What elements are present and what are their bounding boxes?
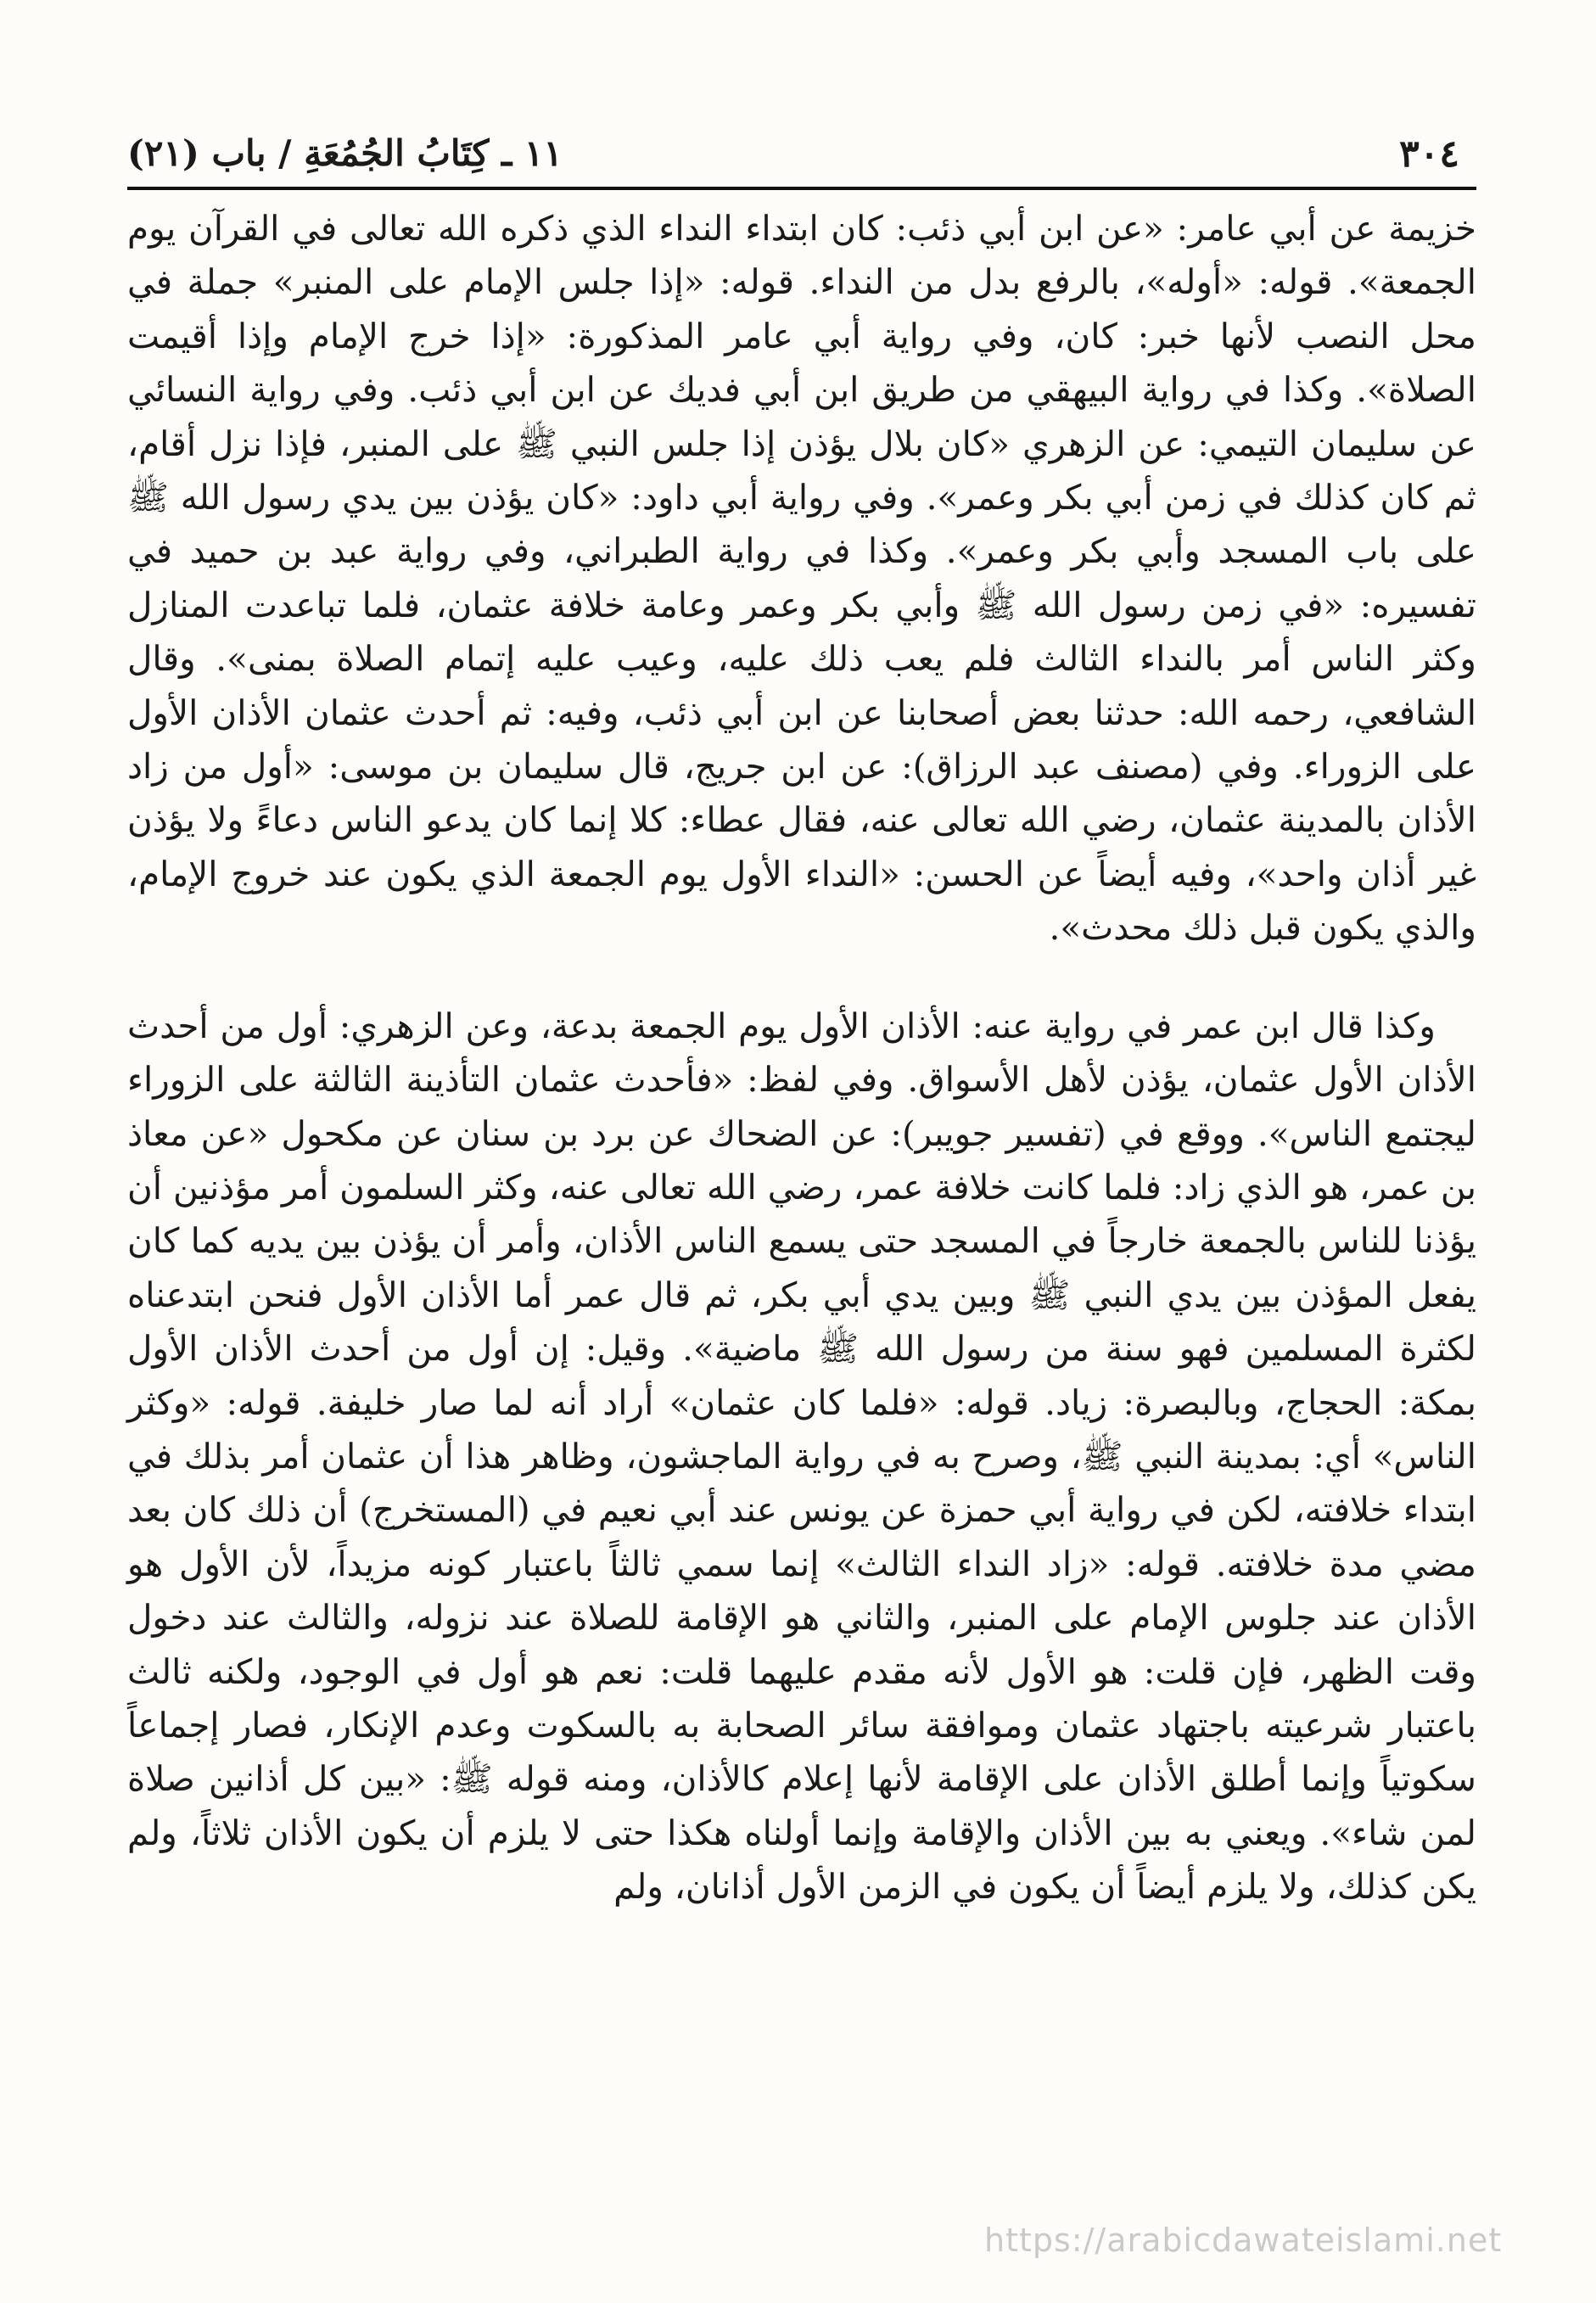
page-header: [127, 127, 1476, 190]
paragraph-2: وكذا قال ابن عمر في رواية عنه: الأذان الأول يوم الجمعة بدعة، وعن الزهري: أول من أحدث الأذان الأول عثمان، يؤذن لأهل الأسواق. وفي لفظ: «فأحدث عثمان التأذينة الثالثة على الزوراء ليجتمع الناس». ووقع في (تفسير جويبر): عن الضحاك عن برد بن سنان عن مكحول «عن معاذ بن عمر، هو الذي زاد: فلما كانت خلافة عمر، رضي الله تعالى عنه، وكثر السلمون أمر مؤذنين أن يؤذنا للناس بالجمعة خارجاً في المسجد حتى يسمع الناس الأذان، وأمر أن يؤذن بين يديه كما كان يفعل المؤذن بين يدي النبي ﷺ وبين يدي أبي بكر، ثم قال عمر أما الأذان الأول فنحن ابتدعناه لكثرة المسلمين فهو سنة من رسول الله ﷺ ماضية». وقيل: إن أول من أحدث الأذان الأول بمكة: الحجاج، وبالبصرة: زياد. قوله: «فلما كان عثمان» أراد أنه لما صار خليفة. قوله: «وكثر الناس» أي: بمدينة النبي ﷺ، وصرح به في رواية الماجشون، وظاهر هذا أن عثمان أمر بذلك في ابتداء خلافته، لكن في رواية أبي حمزة عن يونس عند أبي نعيم في (المستخرج) أن ذلك كان بعد مضي مدة خلافته. قوله: «زاد النداء الثالث» إنما سمي ثالثاً باعتبار كونه مزيداً، لأن الأول هو الأذان عند جلوس الإمام على المنبر، والثاني هو الإقامة للصلاة عند نزوله، والثالث عند دخول وقت الظهر، فإن قلت: هو الأول لأنه مقدم عليهما قلت: نعم هو أول في الوجود، ولكنه ثالث باعتبار شرعيته باجتهاد عثمان وموافقة سائر الصحابة به بالسكوت وعدم الإنكار، فصار إجماعاً سكوتياً وإنما أطلق الأذان على الإقامة لأنها إعلام كالأذان، ومنه قوله ﷺ: «بين كل أذانين صلاة لمن شاء». ويعني به بين الأذان والإقامة وإنما أولناه هكذا حتى لا يلزم أن يكون الأذان ثلاثاً، ولم يكن كذلك، ولا يلزم أيضاً أن يكون في الزمن الأول أذانان، ولم: [127, 1005, 1476, 1908]
page-number: ٣٠٤: [1399, 132, 1459, 176]
chapter-title: ١١ ـ كِتَابُ الجُمُعَةِ / باب (٢١): [127, 132, 563, 174]
watermark-url: https://arabicdawateislami.net: [984, 2222, 1503, 2259]
paragraph-1: خزيمة عن أبي عامر: «عن ابن أبي ذئب: كان ابتداء النداء الذي ذكره الله تعالى في القرآن يوم الجمعة». قوله: «أوله»، بالرفع بدل من النداء. قوله: «إذا جلس الإمام على المنبر» جملة في محل النصب لأنها خبر: كان، وفي رواية أبي عامر المذكورة: «إذا خرج الإمام وإذا أقيمت الصلاة». وكذا في رواية البيهقي من طريق ابن أبي فديك عن ابن أبي ذئب. وفي رواية النسائي عن سليمان التيمي: عن الزهري «كان بلال يؤذن إذا جلس النبي ﷺ على المنبر، فإذا نزل أقام، ثم كان كذلك في زمن أبي بكر وعمر». وفي رواية أبي داود: «كان يؤذن بين يدي رسول الله ﷺ على باب المسجد وأبي بكر وعمر». وكذا في رواية الطبراني، وفي رواية عبد بن حميد في تفسيره: «في زمن رسول الله ﷺ وأبي بكر وعمر وعامة خلافة عثمان، فلما تباعدت المنازل وكثر الناس أمر بالنداء الثالث فلم يعب ذلك عليه، وعيب عليه إتمام الصلاة بمنى». وقال الشافعي، رحمه الله: حدثنا بعض أصحابنا عن ابن أبي ذئب، وفيه: ثم أحدث عثمان الأذان الأول على الزوراء. وفي (مصنف عبد الرزاق): عن ابن جريج، قال سليمان بن موسى: «أول من زاد الأذان بالمدينة عثمان، رضي الله تعالى عنه، فقال عطاء: كلا إنما كان يدعو الناس دعاءً ولا يؤذن غير أذان واحد»، وفيه أيضاً عن الحسن: «النداء الأول يوم الجمعة الذي يكون عند خروج الإمام، والذي يكون قبل ذلك محدث».: [127, 208, 1477, 949]
book-page: [127, 127, 1476, 2249]
